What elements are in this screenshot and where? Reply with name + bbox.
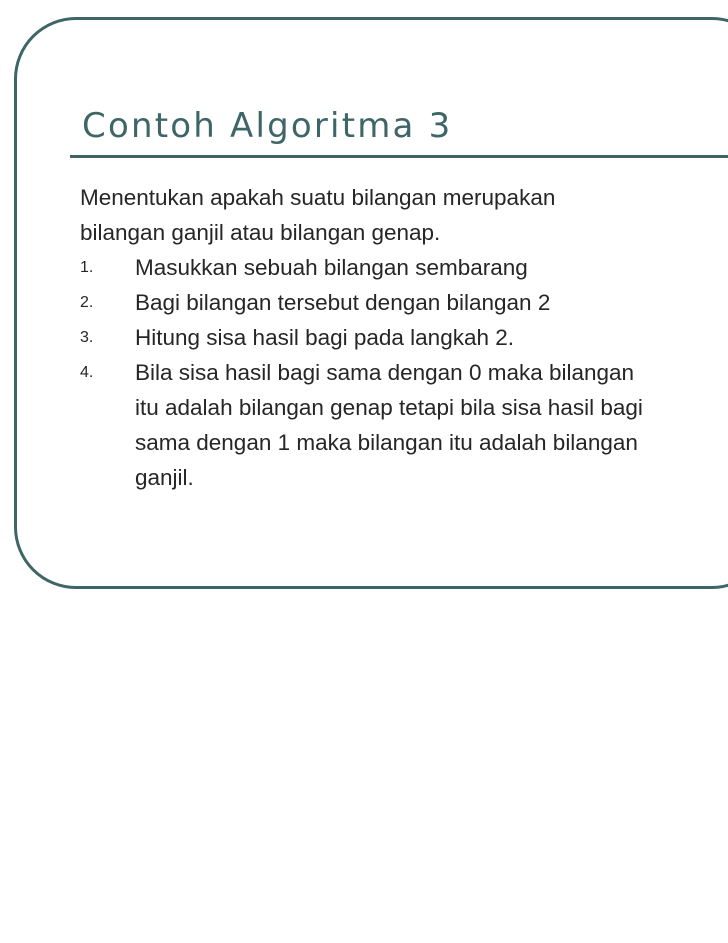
- step-text: sama dengan 1 maka bilangan itu adalah bilangan: [135, 430, 638, 455]
- intro-line: bilangan ganjil atau bilangan genap.: [80, 220, 441, 245]
- step-number: 1.: [80, 259, 94, 276]
- step-text: itu adalah bilangan genap tetapi bila sisa hasil bagi: [135, 395, 643, 420]
- step-item: [80, 355, 728, 495]
- steps-list: [80, 250, 728, 495]
- slide-body: [80, 180, 728, 495]
- step-item: [80, 250, 728, 285]
- step-number: 3.: [80, 329, 94, 346]
- step-text: Bagi bilangan tersebut dengan bilangan 2: [135, 290, 551, 315]
- step-text: Masukkan sebuah bilangan sembarang: [135, 255, 528, 280]
- step-text: Hitung sisa hasil bagi pada langkah 2.: [135, 325, 515, 350]
- step-text: ganjil.: [135, 465, 194, 490]
- step-number: 2.: [80, 294, 94, 311]
- step-item: [80, 285, 728, 320]
- slide-title: Contoh Algoritma 3: [82, 106, 453, 146]
- step-text: Bila sisa hasil bagi sama dengan 0 maka bilangan: [135, 360, 635, 385]
- step-item: [80, 320, 728, 355]
- intro-line: Menentukan apakah suatu bilangan merupakan: [80, 185, 556, 210]
- title-divider: [70, 155, 728, 158]
- step-number: 4.: [80, 364, 94, 381]
